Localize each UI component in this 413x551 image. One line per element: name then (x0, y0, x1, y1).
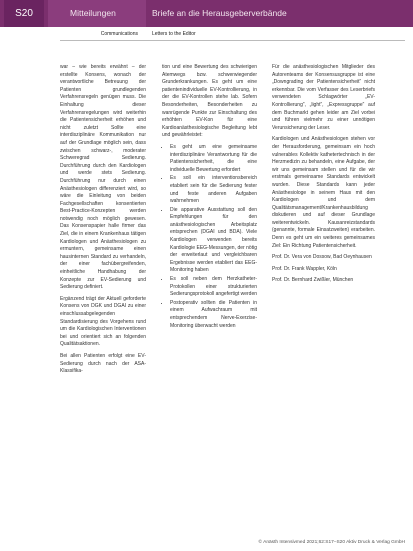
text-column-1 (60, 64, 146, 380)
page-title: Briefe an die Herausgeberverbände (152, 8, 287, 18)
author-signature: Prof. Dr. Vera von Dossow, Bad Oeynhausen (272, 254, 372, 261)
page-number: S20 (4, 0, 44, 27)
header-bar (0, 0, 413, 27)
list-item: • Es soll neben dem Herzkatheter-Protokollen einer strukturierten Sedierungsprotokoll angefertigt werden (170, 276, 257, 299)
paragraph: Kardiologen und Anästhesiologen stehen vor der Herausforderung, gemeinsam ein hoch vulnerables Kollektiv kathetertechnisch in der Herzmedizin zu behandeln, eine Aufgabe, der wir uns gemeinsam stellen und für die wir erstmals gemeinsame Standards entwickelt wurden. Diese Standards kann jeder Anästhesiologe in seinem Haus mit den Kardiologen und dem Qualitätsmanagement/Krankenhausbildung diskutieren und auf dieser Grundlage weiterentwickeln. Kausanreizstandards (genannte, formale Einsatzweiten) erarbeiten. Denn es geht um ein weiteres gemeinsames Ziel: Ein Richtung Patientensicherheit. (272, 136, 375, 249)
list-item: • Es geht um eine gemeinsame interdisziplinäre Verantwortung für die Patientensicherheit, die eine individuelle Bewertung erfordert (170, 144, 257, 174)
list-item: • Es soll ein interventionsbereich etabliert sein für die Sedierung fester und feste anderen Aufgaben wahrnehmen (170, 175, 257, 205)
paragraph: tion und eine Bewertung des schwierigen Atemwegs bzw. schwerwiegender Grunderkrankungen. Es geht um eine patientenindividuelle EV-Kontrollierung, in der die EV-Kontrollen stehe lab. Sofern Besonderheiten, Besonderheiten zu wanrügende Punkte zur Einschaltung des erhöhten EV-Kon für eine Kardioanästhesiologische Begleitung lebt und gewährleistet: (162, 64, 257, 139)
text-column-2 (162, 64, 257, 334)
footer-citation: © Anästh Intensivmed 2021;62:S17–S20 Aktiv Druck & Verlag GmbH (258, 540, 405, 545)
author-signature: Prof. Dr. Frank Wappler, Köln (272, 265, 337, 272)
paragraph: war – wie bereits erwähnt – der erstellte Konsens, wonach der verantwortliche Betreuung der Patienten grundlegenden Verfahrensregeln genügen muss. Die Einhaltung dieser Verfahrensregelungen wird weiterhin die Patientensicherheit erhöhen und nicht zuletzt Sollte eine interdisziplinäre Kommunikation nur auf der Grundlage möglich sein, dass zwischen schwarz-, moderater Schweregrad Sedierung. Durchführung durch den Kardiologen und werde stets Sedierung. Durchführung nur durch einen Anästhesiologen differenziert wird, so wäre die Einleitung von beiden Fachgesellschaften konsentierten Best-Practice-Konzepten werden notwendig noch möglich gewesen. Das Konsenspapier halle firmer das Ziel, die in einem Krankenhaus tätigen Kardiologen und Anästhesiologen zu ermuntern, gemeinsame einen hausinternen Standard zu verhandeln, der einer fachübergreifenden, einheitliche Handhabung der Konzepte zur EV-Sedierung und Sedierung definiert. (60, 64, 146, 291)
subheader-left: Communications (100, 31, 138, 37)
subheader-divider (60, 40, 405, 41)
text-column-3 (272, 64, 375, 289)
bullet-list (162, 144, 257, 330)
paragraph: Bei allen Patienten erfolgt eine EV-Sedierung durch nach der ASA-Klassifika- (60, 352, 146, 375)
paragraph: Für die anästhesiologischen Mitglieder des Autorenteams der Konsensusgruppe ist eine „Downgrading der Patientensicherheit“ nicht erkennbar. Die vom Verfasser des Leserbriefs verwendeten Schlagwörter „EV-Kontrollierung“, „light“, „Expressgruppe“ auf dem Buchmarkt gehen leider am Ziel vorbei und führen vielmehr zu einer unnötigen Verunsicherung der Leser. (272, 64, 375, 131)
paragraph: Ergänzend trägt der Aktuell geforderte Konsens von DGK und DGAI zu einer einschlussabgelegenden Standardisierung des Vorgehens rund um die Kardiologischen Interventionen bei und orientiert sich an folgenden Qualitätsaktionen. (60, 295, 146, 348)
subheader-right: Letters to the Editor (152, 31, 196, 37)
list-item: • Postoperativ sollten die Patienten in einem Aufwachraum mit entsprechendem Nerve-Exerzise-Monitoring überwacht werden (170, 300, 257, 330)
section-label: Mitteilungen (48, 0, 146, 27)
author-signature: Prof. Dr. Bernhard Zwißler, München (272, 277, 354, 284)
list-item: • Die apparative Ausstattung soll den Empfehlungen für den anästhesiologischen Arbeitsplatz entsprechen (DGAI und BDA). Viele Kardiologen verwenden bereits Kardiologie EEG-Messungen, der nötig der erweiterlaut und vergleichbaren Ergebnisse werden etabliert das EEG-Monitoring haben (170, 207, 257, 275)
